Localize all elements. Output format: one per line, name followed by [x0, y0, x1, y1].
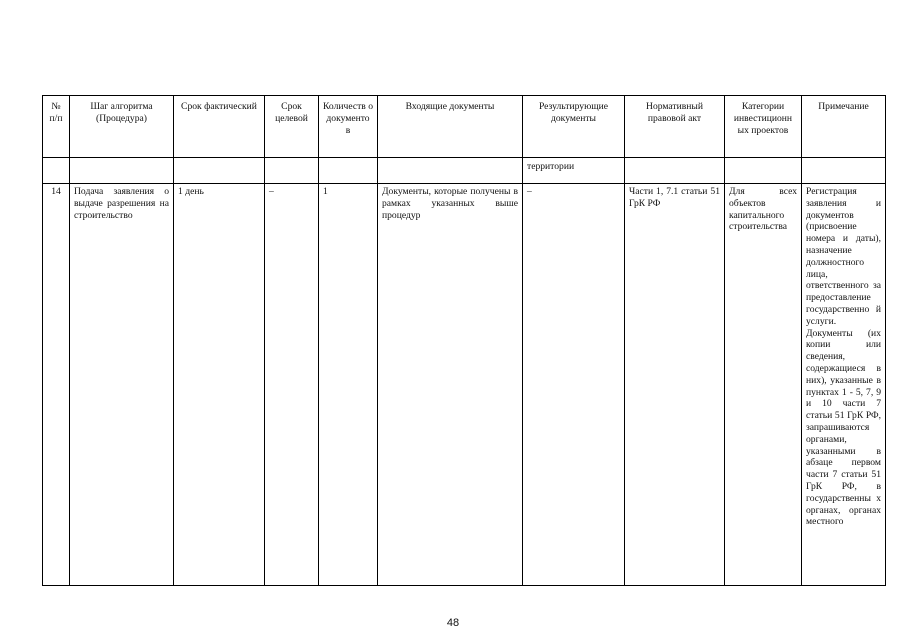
row-legal-act: Части 1, 7.1 статьи 51 ГрК РФ: [625, 184, 725, 586]
header-result-docs: Результирующие документы: [523, 96, 625, 158]
procedure-table: [42, 95, 886, 586]
row-target-term: –: [265, 184, 319, 586]
table-row: [43, 184, 886, 586]
row-note: Регистрация заявления и документов (присвоение номера и даты), назначение должностного лица, ответственного за предоставление государственно й услуги. Документы (их копии или сведения, содержащиеся в них), указанные в пунктах 1 - 5, 7, 9 и 10 части 7 статьи 51 ГрК РФ, запрашиваются органами, указанными в абзаце первом части 7 статьи 51 ГрК РФ, в государственны х органах, органах местного: [802, 184, 886, 586]
continuation-result-docs: территории: [523, 158, 625, 184]
row-actual-term: 1 день: [174, 184, 265, 586]
header-categories: Категории инвестиционн ых проектов: [725, 96, 802, 158]
header-target-term: Срок целевой: [265, 96, 319, 158]
header-doc-count: Количеств о документо в: [319, 96, 378, 158]
header-note: Примечание: [802, 96, 886, 158]
row-input-docs: Документы, которые получены в рамках указанных выше процедур: [378, 184, 523, 586]
row-categories: Для всех объектов капитального строительства: [725, 184, 802, 586]
table-header-row: [43, 96, 886, 158]
page-number: 48: [446, 617, 460, 629]
header-input-docs: Входящие документы: [378, 96, 523, 158]
row-num: 14: [43, 184, 70, 586]
header-step: Шаг алгоритма (Процедура): [70, 96, 174, 158]
header-num: № п/п: [43, 96, 70, 158]
row-result-docs: –: [523, 184, 625, 586]
row-step: Подача заявления о выдаче разрешения на строительство: [70, 184, 174, 586]
row-doc-count: 1: [319, 184, 378, 586]
header-legal-act: Нормативный правовой акт: [625, 96, 725, 158]
continuation-row: [43, 158, 886, 184]
header-actual-term: Срок фактический: [174, 96, 265, 158]
